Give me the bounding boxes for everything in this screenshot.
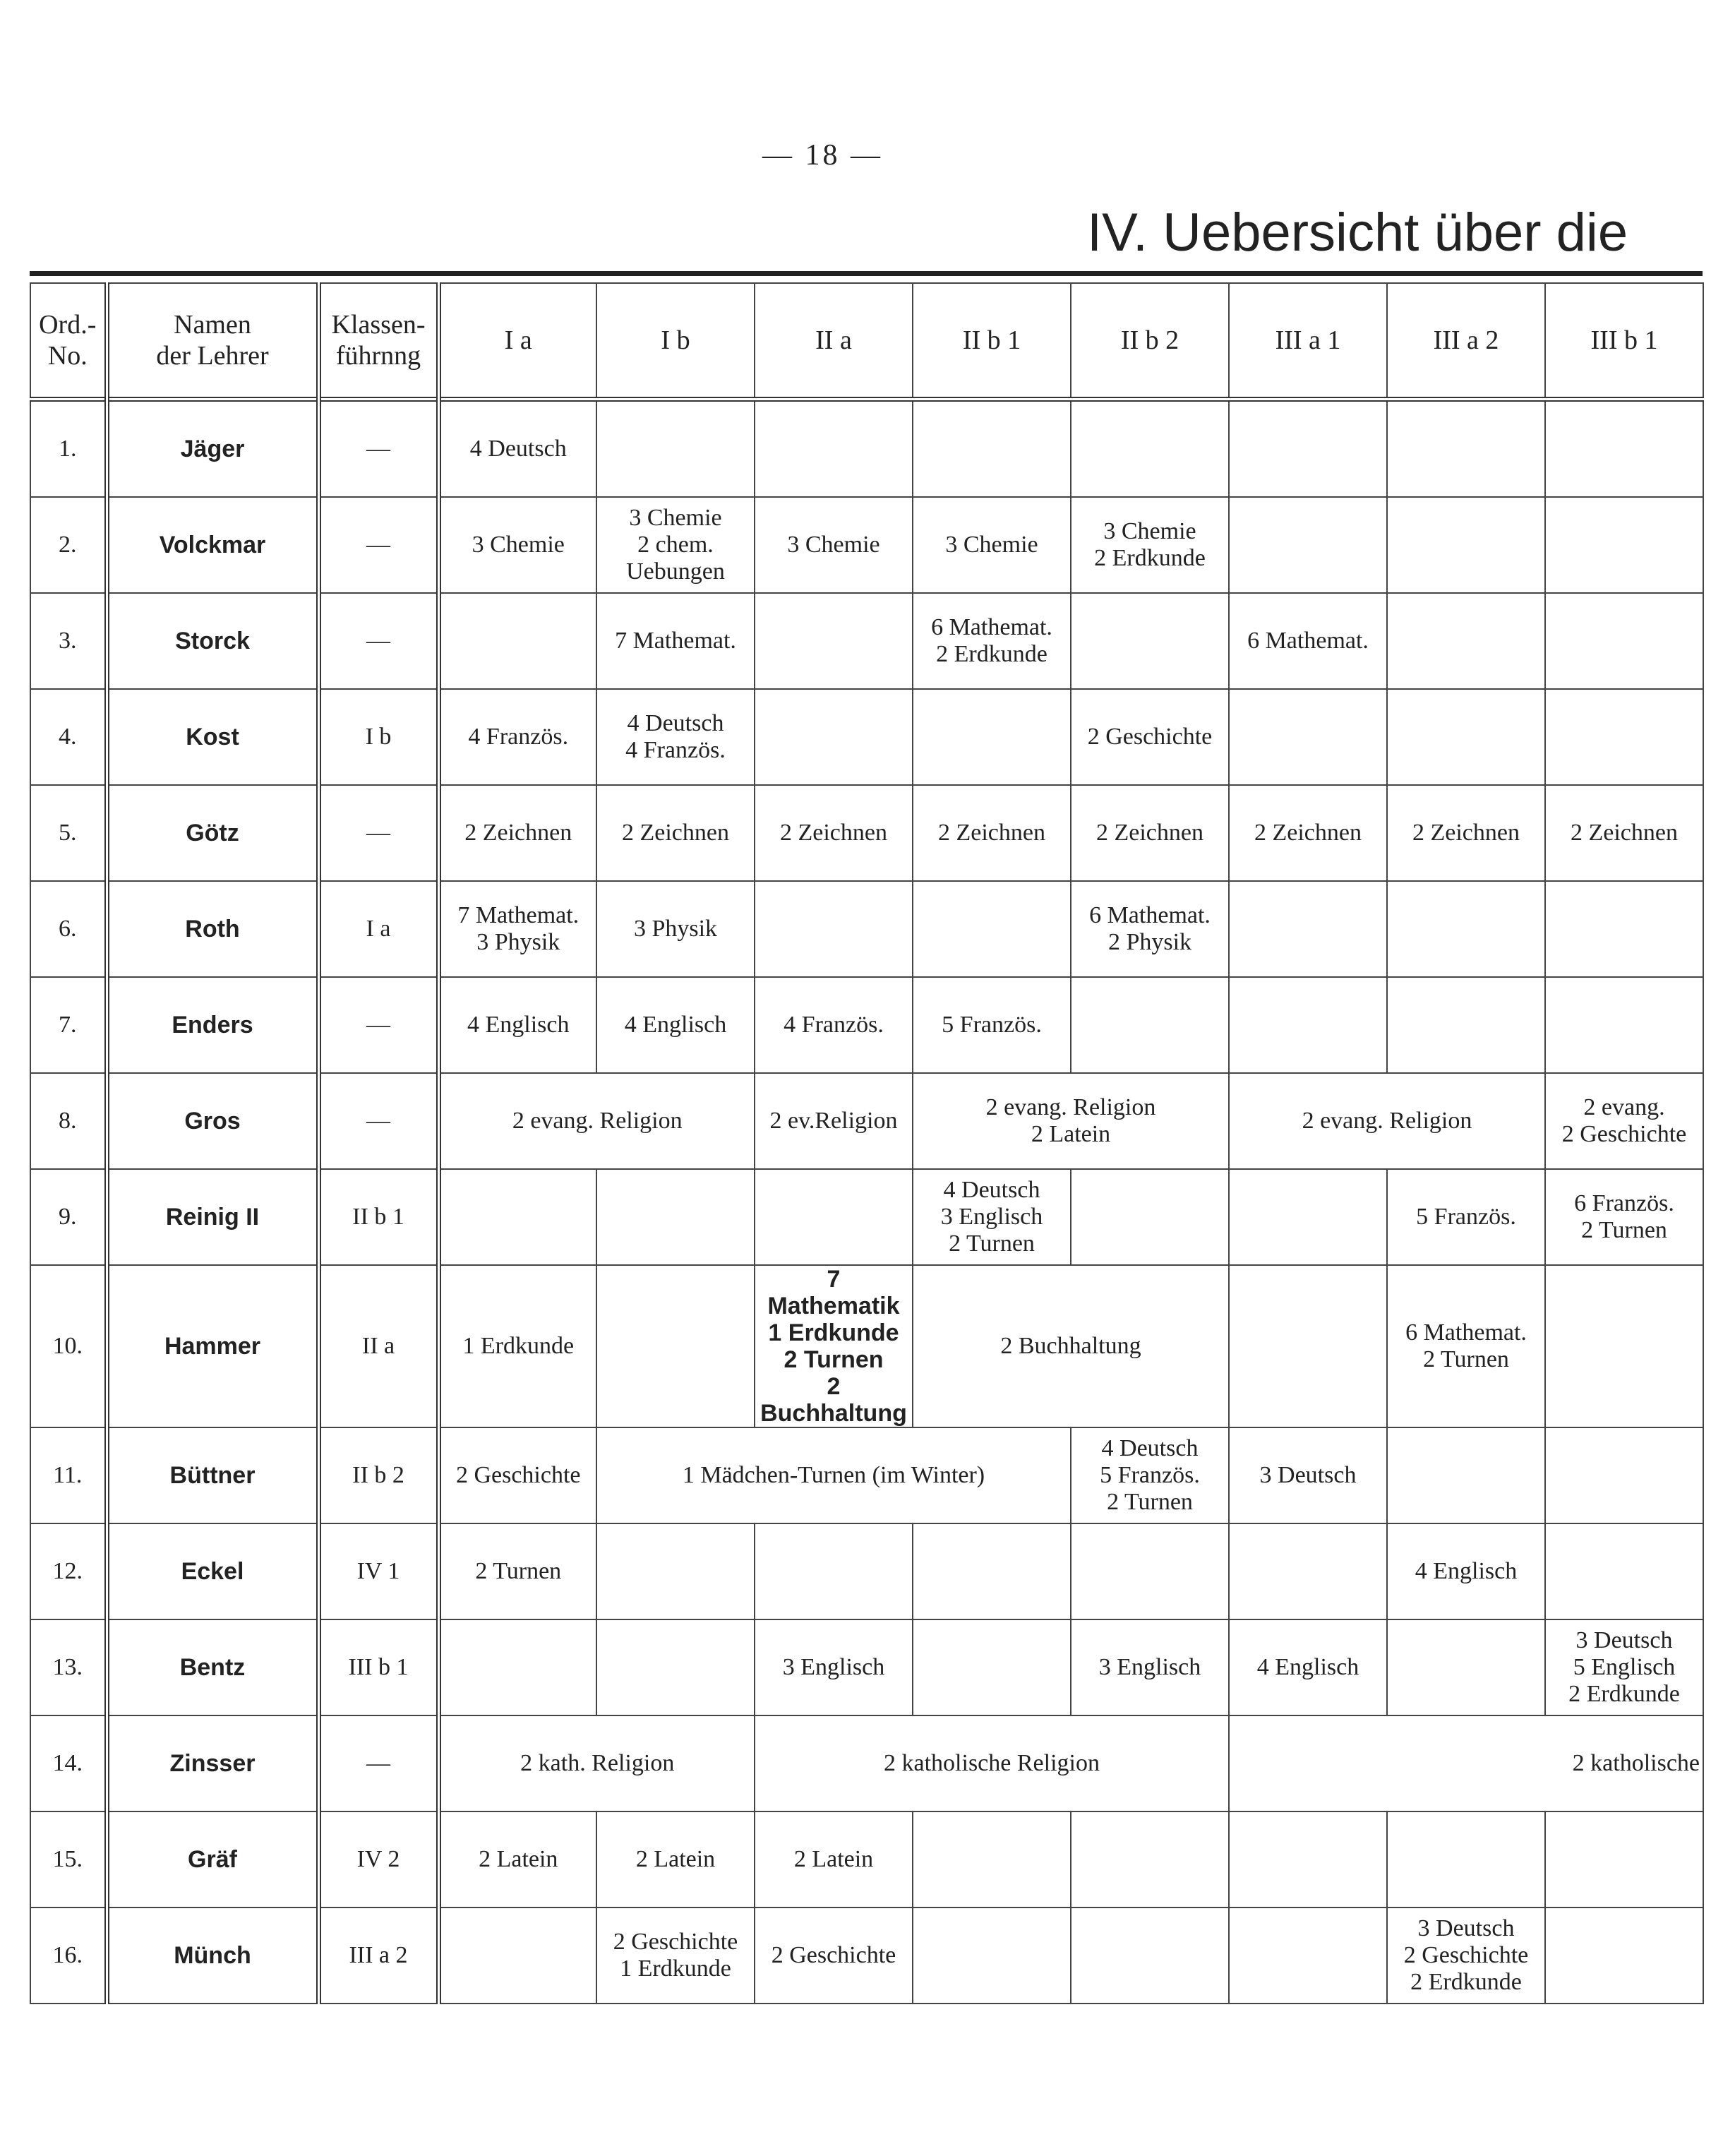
subject-cell: 2 Latein <box>596 1811 755 1908</box>
table-row <box>30 1619 1703 1715</box>
header-row <box>30 283 1703 400</box>
ord-number: 15. <box>30 1811 107 1908</box>
subject-cell <box>1387 1427 1545 1523</box>
teacher-name: Götz <box>107 785 318 881</box>
subject-cell: 2 Zeichnen <box>596 785 755 881</box>
subject-cell: 3 Chemie 2 Erdkunde <box>1071 497 1229 593</box>
teacher-name: Storck <box>107 593 318 689</box>
subject-cell: 6 Französ. 2 Turnen <box>1545 1169 1703 1265</box>
header-class: II b 1 <box>913 283 1071 400</box>
header-class: II a <box>755 283 913 400</box>
subject-cell <box>1229 400 1387 498</box>
klassenfuehrung: — <box>318 977 438 1073</box>
header-name: Namen der Lehrer <box>107 283 318 400</box>
klassenfuehrung: II b 2 <box>318 1427 438 1523</box>
subject-cell <box>438 1169 596 1265</box>
subject-cell <box>1071 1169 1229 1265</box>
subject-cell <box>1229 497 1387 593</box>
subject-cell <box>913 1811 1071 1908</box>
subject-cell: 2 Geschichte <box>438 1427 596 1523</box>
subject-cell <box>596 1523 755 1619</box>
teacher-name: Volckmar <box>107 497 318 593</box>
ord-number: 1. <box>30 400 107 498</box>
subject-cell <box>438 1619 596 1715</box>
klassenfuehrung: — <box>318 593 438 689</box>
page-title: IV. Uebersicht über die <box>1087 203 1628 263</box>
klassenfuehrung: III a 2 <box>318 1908 438 2004</box>
subject-cell <box>1071 1908 1229 2004</box>
ord-number: 13. <box>30 1619 107 1715</box>
klassenfuehrung: I b <box>318 689 438 785</box>
ord-number: 4. <box>30 689 107 785</box>
table-row <box>30 1811 1703 1908</box>
subject-cell <box>1229 1811 1387 1908</box>
subject-cell <box>1229 1908 1387 2004</box>
subject-cell <box>913 1908 1071 2004</box>
subject-cell: 2 evang. 2 Geschichte <box>1545 1073 1703 1169</box>
subject-cell: 4 Französ. <box>438 689 596 785</box>
table-row <box>30 881 1703 977</box>
subject-cell: 4 Deutsch <box>438 400 596 498</box>
subject-cell: 2 Geschichte 1 Erdkunde <box>596 1908 755 2004</box>
page-number: — 18 — <box>762 139 883 172</box>
teacher-name: Roth <box>107 881 318 977</box>
table-row <box>30 1265 1703 1427</box>
subject-cell: 7 Mathemat. <box>596 593 755 689</box>
subject-cell <box>1545 1265 1703 1427</box>
subject-cell: 2 Zeichnen <box>755 785 913 881</box>
subject-cell <box>1545 593 1703 689</box>
table-row <box>30 497 1703 593</box>
subject-cell <box>755 400 913 498</box>
teacher-name: Reinig II <box>107 1169 318 1265</box>
subject-cell <box>1545 881 1703 977</box>
teacher-overview-table <box>30 282 1704 2004</box>
klassenfuehrung: — <box>318 1073 438 1169</box>
klassenfuehrung: IV 1 <box>318 1523 438 1619</box>
ord-number: 6. <box>30 881 107 977</box>
subject-cell: 3 Englisch <box>1071 1619 1229 1715</box>
subject-cell: 2 Latein <box>438 1811 596 1908</box>
ord-number: 5. <box>30 785 107 881</box>
title-rule <box>30 271 1703 276</box>
table-row <box>30 1169 1703 1265</box>
subject-cell: 3 Chemie 2 chem. Uebungen <box>596 497 755 593</box>
subject-cell: 5 Französ. <box>913 977 1071 1073</box>
subject-cell: 2 Latein <box>755 1811 913 1908</box>
subject-cell: 2 Zeichnen <box>438 785 596 881</box>
subject-cell: 2 Zeichnen <box>913 785 1071 881</box>
ord-number: 12. <box>30 1523 107 1619</box>
subject-cell: 2 Buchhaltung <box>913 1265 1229 1427</box>
header-class: III b 1 <box>1545 283 1703 400</box>
subject-cell <box>1545 1811 1703 1908</box>
subject-cell: 4 Französ. <box>755 977 913 1073</box>
subject-cell <box>1229 977 1387 1073</box>
klassenfuehrung: IV 2 <box>318 1811 438 1908</box>
subject-cell <box>1387 689 1545 785</box>
subject-cell: 3 Chemie <box>913 497 1071 593</box>
subject-cell: 2 katholische Religion <box>755 1715 1229 1811</box>
klassenfuehrung: — <box>318 400 438 498</box>
subject-cell: 4 Deutsch 4 Französ. <box>596 689 755 785</box>
subject-cell <box>1545 497 1703 593</box>
subject-cell <box>596 1169 755 1265</box>
subject-cell: 7 Mathemat. 3 Physik <box>438 881 596 977</box>
subject-cell <box>1071 977 1229 1073</box>
table-row <box>30 400 1703 498</box>
klassenfuehrung: III b 1 <box>318 1619 438 1715</box>
subject-cell <box>913 1523 1071 1619</box>
subject-cell: 2 ev.Religion <box>755 1073 913 1169</box>
teacher-name: Gräf <box>107 1811 318 1908</box>
subject-cell <box>1229 689 1387 785</box>
subject-cell <box>913 400 1071 498</box>
ord-number: 16. <box>30 1908 107 2004</box>
subject-cell <box>1545 400 1703 498</box>
subject-cell: 3 Deutsch <box>1229 1427 1387 1523</box>
subject-cell: 1 Erdkunde <box>438 1265 596 1427</box>
teacher-name: Kost <box>107 689 318 785</box>
subject-cell: 6 Mathemat. <box>1229 593 1387 689</box>
subject-cell: 2 evang. Religion 2 Latein <box>913 1073 1229 1169</box>
header-class: I b <box>596 283 755 400</box>
ord-number: 9. <box>30 1169 107 1265</box>
subject-cell <box>1071 1811 1229 1908</box>
subject-cell <box>1387 1811 1545 1908</box>
subject-cell <box>1545 1908 1703 2004</box>
subject-cell: 2 Geschichte <box>1071 689 1229 785</box>
table-row <box>30 1427 1703 1523</box>
subject-cell: 2 Zeichnen <box>1545 785 1703 881</box>
subject-cell <box>1545 1427 1703 1523</box>
teacher-name: Enders <box>107 977 318 1073</box>
subject-cell: 3 Englisch <box>755 1619 913 1715</box>
subject-cell <box>438 1908 596 2004</box>
table-row <box>30 1073 1703 1169</box>
klassenfuehrung: — <box>318 497 438 593</box>
subject-cell <box>1071 593 1229 689</box>
subject-cell: 6 Mathemat. 2 Physik <box>1071 881 1229 977</box>
klassenfuehrung: — <box>318 785 438 881</box>
table-row <box>30 1715 1703 1811</box>
subject-cell <box>1229 1169 1387 1265</box>
klassenfuehrung: I a <box>318 881 438 977</box>
subject-cell <box>755 881 913 977</box>
subject-cell: 2 Geschichte <box>755 1908 913 2004</box>
table-row <box>30 593 1703 689</box>
subject-cell <box>1545 977 1703 1073</box>
subject-cell <box>913 1619 1071 1715</box>
header-class: III a 2 <box>1387 283 1545 400</box>
ord-number: 11. <box>30 1427 107 1523</box>
subject-cell <box>1387 977 1545 1073</box>
klassenfuehrung: II b 1 <box>318 1169 438 1265</box>
subject-cell <box>596 1265 755 1427</box>
subject-cell: 2 katholische <box>1229 1715 1703 1811</box>
klassenfuehrung: — <box>318 1715 438 1811</box>
subject-cell <box>1387 497 1545 593</box>
subject-cell <box>755 1523 913 1619</box>
subject-cell: 2 Zeichnen <box>1229 785 1387 881</box>
header-ord: Ord.- No. <box>30 283 107 400</box>
subject-cell <box>755 1169 913 1265</box>
subject-cell <box>1545 1523 1703 1619</box>
subject-cell <box>1387 593 1545 689</box>
subject-cell <box>1229 881 1387 977</box>
subject-cell: 4 Englisch <box>438 977 596 1073</box>
teacher-name: Bentz <box>107 1619 318 1715</box>
ord-number: 7. <box>30 977 107 1073</box>
subject-cell: 4 Deutsch 5 Französ. 2 Turnen <box>1071 1427 1229 1523</box>
teacher-name: Münch <box>107 1908 318 2004</box>
subject-cell <box>913 881 1071 977</box>
subject-cell <box>1071 1523 1229 1619</box>
subject-cell: 6 Mathemat. 2 Turnen <box>1387 1265 1545 1427</box>
ord-number: 3. <box>30 593 107 689</box>
subject-cell <box>596 1619 755 1715</box>
subject-cell <box>438 593 596 689</box>
subject-cell <box>1545 689 1703 785</box>
subject-cell <box>1229 1523 1387 1619</box>
subject-cell: 2 Turnen <box>438 1523 596 1619</box>
table-row <box>30 785 1703 881</box>
table-row <box>30 1523 1703 1619</box>
subject-cell: 3 Chemie <box>755 497 913 593</box>
subject-cell <box>1071 400 1229 498</box>
subject-cell <box>1387 400 1545 498</box>
subject-cell <box>596 400 755 498</box>
teacher-name: Jäger <box>107 400 318 498</box>
subject-cell: 5 Französ. <box>1387 1169 1545 1265</box>
teacher-name: Hammer <box>107 1265 318 1427</box>
subject-cell: 3 Chemie <box>438 497 596 593</box>
subject-cell <box>755 593 913 689</box>
table-row <box>30 1908 1703 2004</box>
table-row <box>30 977 1703 1073</box>
header-class: III a 1 <box>1229 283 1387 400</box>
subject-cell: 2 kath. Religion <box>438 1715 755 1811</box>
subject-cell: 2 evang. Religion <box>438 1073 755 1169</box>
subject-cell: 3 Physik <box>596 881 755 977</box>
subject-cell: 7 Mathematik 1 Erdkunde 2 Turnen 2 Buchhaltung <box>755 1265 913 1427</box>
subject-cell: 1 Mädchen-Turnen (im Winter) <box>596 1427 1071 1523</box>
header-klassenfuehrung: Klassen- führnng <box>318 283 438 400</box>
subject-cell <box>1387 1619 1545 1715</box>
subject-cell: 2 Zeichnen <box>1387 785 1545 881</box>
subject-cell: 4 Englisch <box>1387 1523 1545 1619</box>
teacher-name: Eckel <box>107 1523 318 1619</box>
subject-cell: 4 Englisch <box>596 977 755 1073</box>
subject-cell <box>1387 881 1545 977</box>
klassenfuehrung: II a <box>318 1265 438 1427</box>
table-row <box>30 689 1703 785</box>
subject-cell: 2 Zeichnen <box>1071 785 1229 881</box>
header-class: II b 2 <box>1071 283 1229 400</box>
subject-cell <box>755 689 913 785</box>
subject-cell <box>913 689 1071 785</box>
subject-cell: 2 evang. Religion <box>1229 1073 1545 1169</box>
teacher-name: Zinsser <box>107 1715 318 1811</box>
subject-cell: 6 Mathemat. 2 Erdkunde <box>913 593 1071 689</box>
teacher-name: Büttner <box>107 1427 318 1523</box>
subject-cell <box>1229 1265 1387 1427</box>
teacher-name: Gros <box>107 1073 318 1169</box>
subject-cell: 3 Deutsch 5 Englisch 2 Erdkunde <box>1545 1619 1703 1715</box>
subject-cell: 3 Deutsch 2 Geschichte 2 Erdkunde <box>1387 1908 1545 2004</box>
header-class: I a <box>438 283 596 400</box>
ord-number: 14. <box>30 1715 107 1811</box>
ord-number: 10. <box>30 1265 107 1427</box>
ord-number: 2. <box>30 497 107 593</box>
ord-number: 8. <box>30 1073 107 1169</box>
subject-cell: 4 Deutsch 3 Englisch 2 Turnen <box>913 1169 1071 1265</box>
subject-cell: 4 Englisch <box>1229 1619 1387 1715</box>
